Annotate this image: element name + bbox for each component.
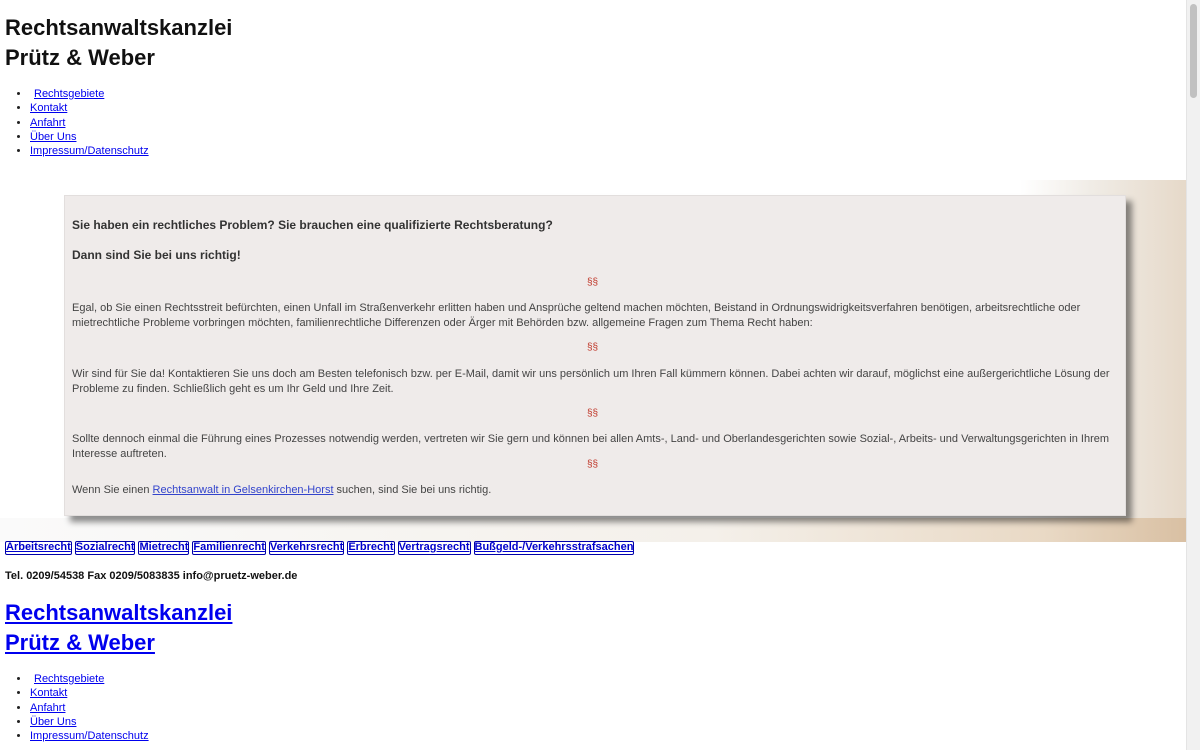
nav-link-kontakt[interactable]: Kontakt — [30, 102, 68, 115]
tag-erbrecht[interactable]: Erbrecht — [348, 541, 394, 553]
site-title — [5, 13, 232, 73]
site-title-line2[interactable]: Prütz & Weber — [5, 630, 155, 655]
section-sign-divider: §§ — [586, 277, 599, 288]
nav-link-anfahrt[interactable]: Anfahrt — [30, 116, 66, 129]
intro-paragraph-2: Wir sind für Sie da! Kontaktieren Sie uns doch am Besten telefonisch bzw. per E-Mail, damit wir uns persönlich um Ihren Fall kümmern können. Dabei achten wir darauf, möglichst eine außergerichtliche Lösung der Probleme zu finden. Schließlich geht es um Ihr Geld und Ihre Zeit. — [72, 368, 1110, 395]
intro-paragraph-4-end: suchen, sind Sie bei uns richtig. — [333, 484, 492, 496]
intro-paragraph-3: Sollte dennoch einmal die Führung eines Prozesses notwendig werden, vertreten wir Sie gern und können bei allen Amts-, Land- und Oberlandesgerichten sowie Sozial-, Arbeits- und Verwaltungsgerichten in Ihrem Interesse auftreten. — [72, 433, 1110, 460]
intro-subheadline: Dann sind Sie bei uns richtig! — [72, 248, 241, 262]
intro-paragraph-4 — [72, 483, 1113, 498]
tag-familienrecht[interactable]: Familienrecht — [193, 541, 265, 553]
section-sign-divider: §§ — [586, 408, 599, 419]
tag-bussgeld-verkehrsstrafsachen[interactable]: Bußgeld-/Verkehrsstrafsachen — [474, 541, 634, 553]
tag-arbeitsrecht[interactable]: Arbeitsrecht — [6, 541, 71, 553]
nav-link-ueber-uns[interactable]: Über Uns — [30, 715, 77, 728]
nav-item-kontakt — [30, 101, 149, 115]
section-sign-divider: §§ — [586, 342, 599, 353]
nav-item-anfahrt — [30, 116, 149, 130]
vertical-scrollbar[interactable] — [1186, 0, 1200, 750]
nav-item-anfahrt — [30, 701, 149, 715]
nav-link-ueber-uns[interactable]: Über Uns — [30, 130, 77, 143]
nav-link-rechtsgebiete[interactable]: Rechtsgebiete — [34, 673, 105, 685]
tag-sozialrecht[interactable]: Sozialrecht — [75, 541, 135, 553]
site-title-line2: Prütz & Weber — [5, 45, 155, 70]
main-nav — [30, 87, 149, 158]
legal-areas-tags — [5, 541, 637, 555]
nav-item-ueber-uns — [30, 130, 149, 144]
intro-paragraph-4-start: Wenn Sie einen — [72, 484, 153, 496]
tag-vertragsrecht[interactable]: Vertragsrecht — [398, 541, 470, 553]
tag-mietrecht[interactable]: Mietrecht — [139, 541, 189, 553]
intro-box — [64, 195, 1126, 516]
nav-item-impressum — [30, 144, 149, 158]
nav-link-impressum[interactable]: Impressum/Datenschutz — [30, 730, 149, 743]
gelsenkirchen-lawyer-link[interactable]: Rechtsanwalt in Gelsenkirchen-Horst — [152, 484, 334, 496]
intro-headline: Sie haben ein rechtliches Problem? Sie brauchen eine qualifizierte Rechtsberatung? — [72, 218, 553, 232]
tag-verkehrsrecht[interactable]: Verkehrsrecht — [269, 541, 344, 553]
contact-line: Tel. 0209/54538 Fax 0209/5083835 info@pruetz-weber.de — [5, 570, 298, 582]
section-sign-divider: §§ — [586, 459, 599, 470]
nav-item-rechtsgebiete — [30, 672, 149, 686]
nav-link-impressum[interactable]: Impressum/Datenschutz — [30, 145, 149, 158]
site-title-line1: Rechtsanwaltskanzlei — [5, 15, 233, 40]
nav-item-rechtsgebiete — [30, 87, 149, 101]
nav-item-ueber-uns — [30, 715, 149, 729]
scrollbar-thumb[interactable] — [1190, 4, 1197, 98]
site-title-line1[interactable]: Rechtsanwaltskanzlei — [5, 600, 233, 625]
nav-item-impressum — [30, 729, 149, 743]
nav-link-kontakt[interactable]: Kontakt — [30, 687, 68, 700]
nav-link-anfahrt[interactable]: Anfahrt — [30, 701, 66, 714]
nav-link-rechtsgebiete[interactable]: Rechtsgebiete — [34, 88, 105, 100]
footer-nav — [30, 672, 149, 743]
site-title-link[interactable] — [5, 598, 232, 658]
nav-item-kontakt — [30, 686, 149, 700]
hero-background-strip — [0, 518, 1186, 542]
intro-paragraph-1: Egal, ob Sie einen Rechtsstreit befürchten, einen Unfall im Straßenverkehr erlitten haben und Ansprüche geltend machen möchten, Beistand in Ordnungswidrigkeitsverfahren benötigen, arbeitsrechtliche oder mietrechtliche Probleme vorbringen möchten, familienrechtliche Differenzen oder Ärger mit Behörden bzw. allgemeine Fragen zum Thema Recht haben: — [72, 302, 1081, 329]
